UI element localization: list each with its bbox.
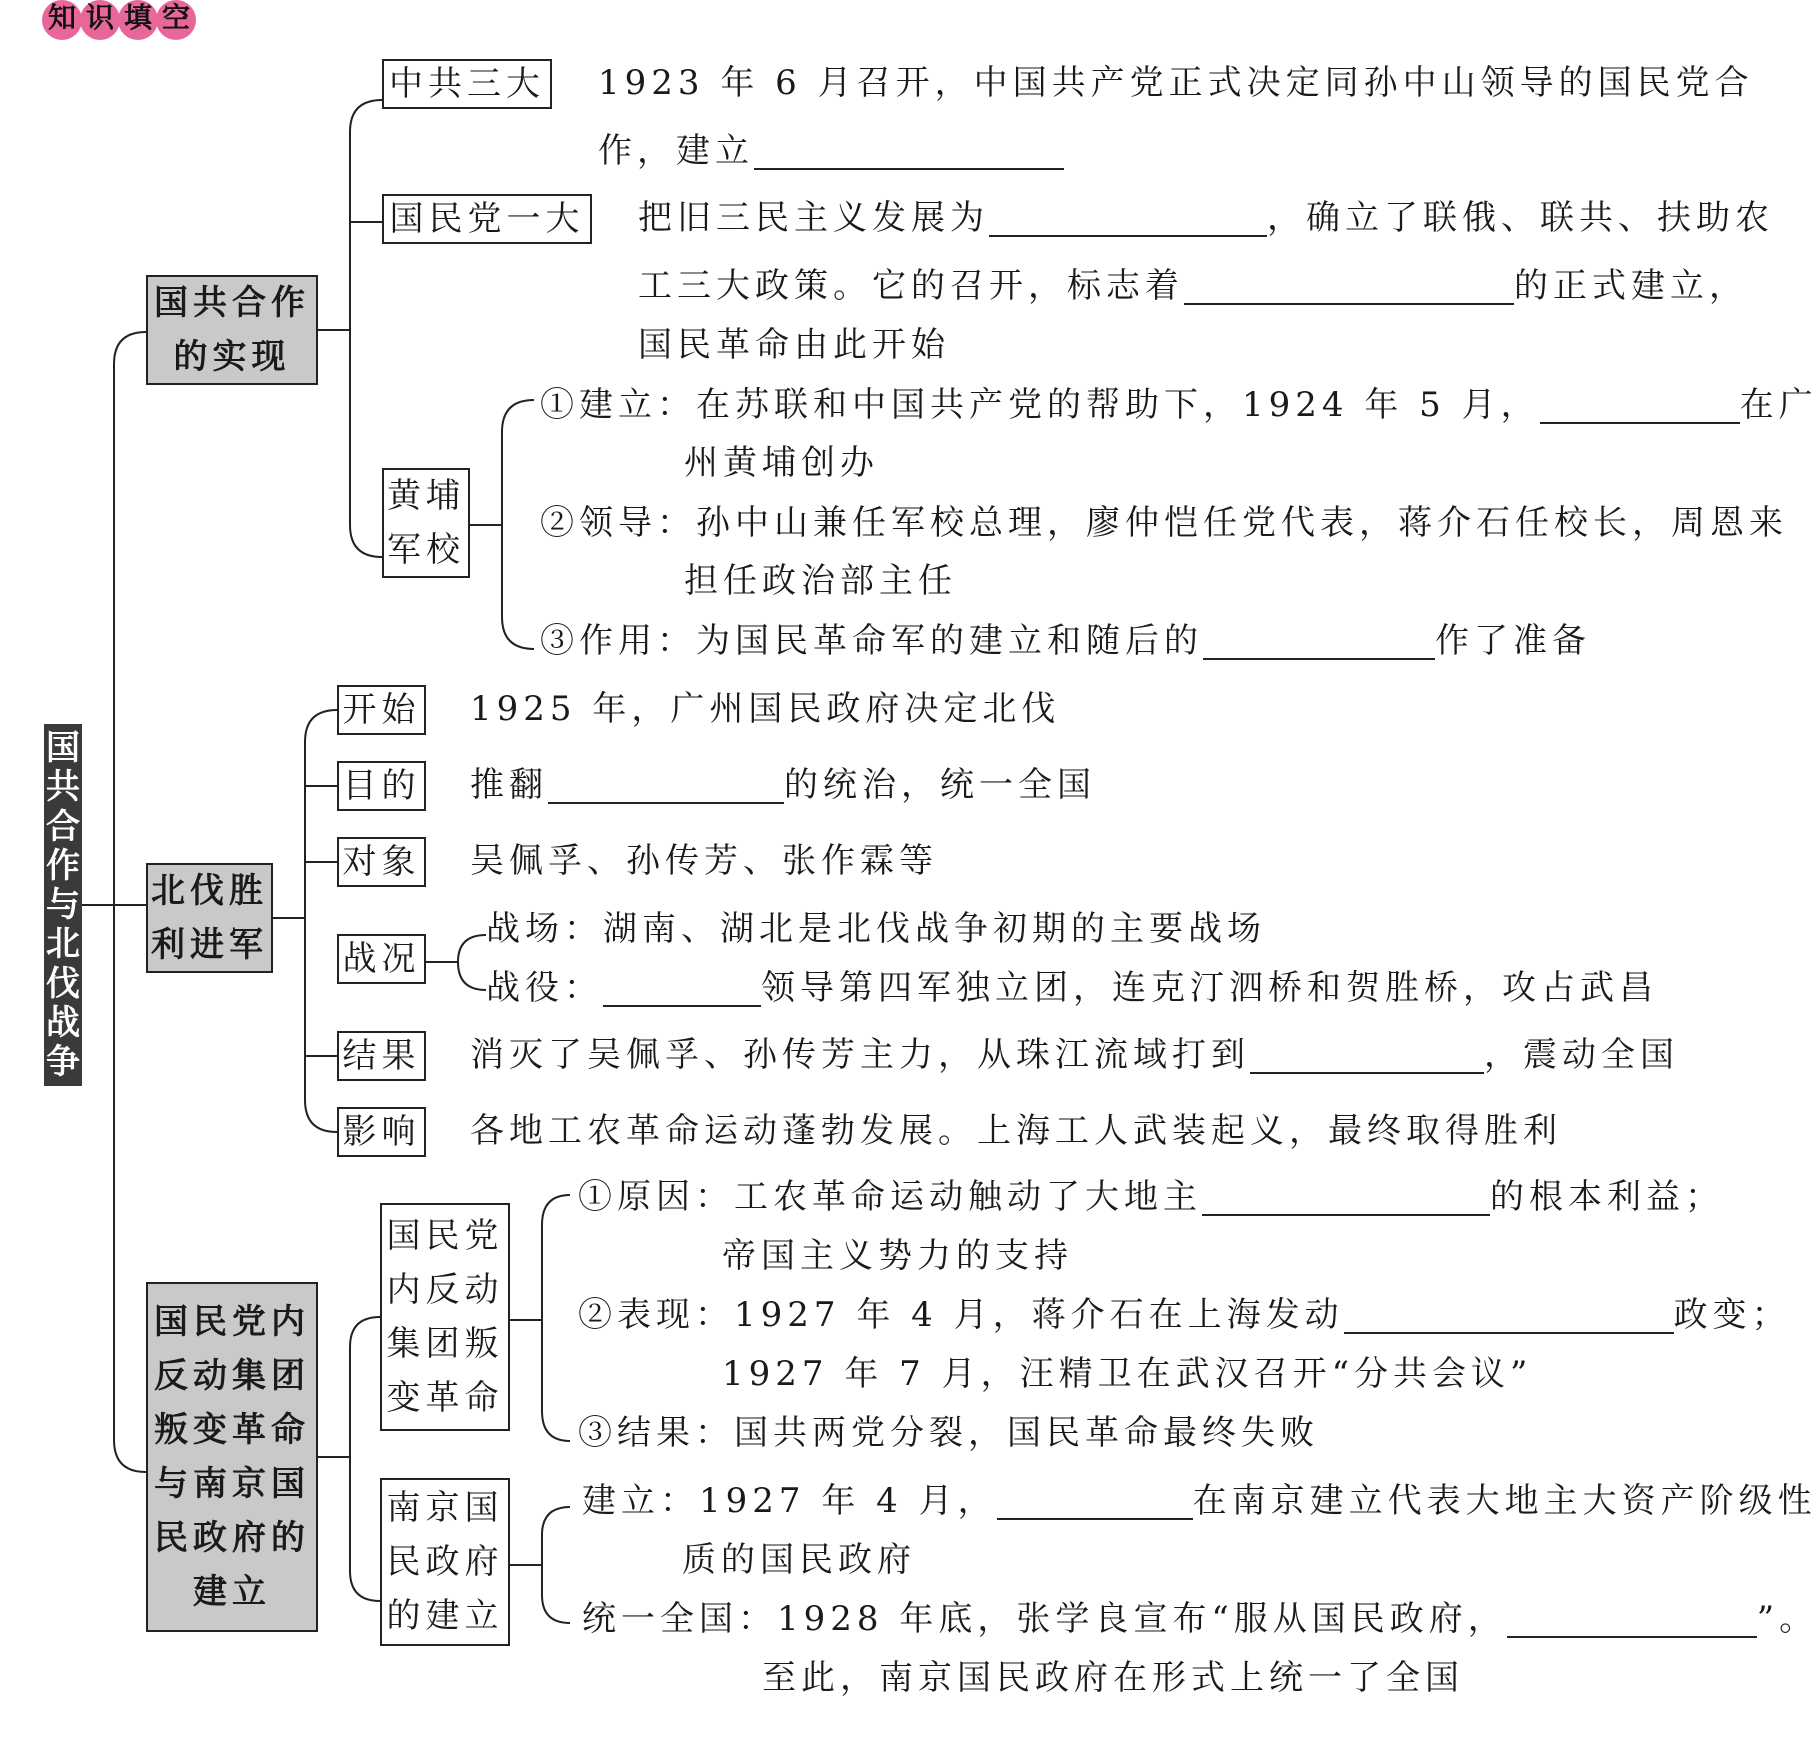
answer-blank[interactable]	[754, 134, 1064, 170]
whampoa-founding-1: ①建立：在苏联和中国共产党的帮助下，1924 年 5 月， 在广	[540, 385, 1818, 425]
branch-title-line: 反动集团	[154, 1356, 310, 1396]
targets-text: 吴佩孚、孙传芳、张作霖等	[470, 841, 938, 881]
label-whampoa-academy	[382, 468, 470, 578]
label-impact: 影响	[337, 1107, 426, 1157]
answer-blank[interactable]	[997, 1484, 1193, 1520]
nanjing-founding-2: 质的国民政府	[682, 1540, 916, 1580]
answer-blank[interactable]	[1202, 1180, 1490, 1216]
label-line: 军校	[387, 530, 465, 570]
badge-char: 知	[42, 0, 82, 40]
label-targets: 对象	[337, 837, 426, 887]
whampoa-leadership-2: 担任政治部主任	[684, 561, 957, 601]
branch-title-line: 民政府的	[154, 1518, 310, 1558]
label-battle-situation: 战况	[337, 934, 426, 984]
root-char: 作	[46, 845, 80, 886]
root-char: 国	[46, 728, 80, 768]
label-line: 南京国	[386, 1488, 504, 1528]
root-char: 战	[46, 1002, 80, 1043]
campaign-text: 战役： 领导第四军独立团，连克汀泗桥和贺胜桥，攻占武昌	[486, 968, 1658, 1008]
badge-char: 空	[156, 0, 196, 40]
kmt-congress-text-3: 国民革命由此开始	[638, 325, 950, 365]
badge-char: 识	[80, 0, 120, 40]
branch-title-line: 北伐胜	[151, 871, 268, 911]
impact-text: 各地工农革命运动蓬勃发展。上海工人武装起义，最终取得胜利	[470, 1111, 1562, 1151]
answer-blank[interactable]	[1250, 1038, 1484, 1074]
answer-blank[interactable]	[989, 201, 1267, 237]
kmt-congress-text-2: 工三大政策。它的召开，标志着 的正式建立，	[638, 266, 1748, 306]
nanjing-unification-2: 至此，南京国民政府在形式上统一了全国	[762, 1658, 1464, 1698]
result-text: 消灭了吴佩孚、孙传芳主力，从珠江流域打到 ，震动全国	[470, 1035, 1679, 1075]
answer-blank[interactable]	[1184, 269, 1514, 305]
label-line: 黄埔	[387, 476, 465, 516]
label-purpose: 目的	[337, 761, 426, 811]
betrayal-event-1: ②表现：1927 年 4 月，蒋介石在上海发动 政变；	[578, 1295, 1791, 1335]
branch-title-line: 建立	[193, 1572, 271, 1612]
root-char: 北	[46, 924, 80, 965]
label-line: 国民党	[386, 1216, 504, 1256]
whampoa-founding-2: 州黄埔创办	[684, 443, 879, 483]
start-text: 1925 年，广州国民政府决定北伐	[470, 689, 1061, 729]
branch-title-line: 国共合作	[154, 283, 310, 323]
label-third-congress: 中共三大	[382, 59, 552, 109]
label-line: 民政府	[386, 1542, 504, 1582]
betrayal-cause-1: ①原因：工农革命运动触动了大地主 的根本利益；	[578, 1177, 1724, 1217]
answer-blank[interactable]	[1540, 388, 1740, 424]
label-kmt-first-congress: 国民党一大	[382, 194, 592, 244]
purpose-text: 推翻 的统治，统一全国	[470, 765, 1096, 805]
root-char: 伐	[46, 963, 80, 1004]
label-line: 的建立	[386, 1596, 504, 1636]
whampoa-role: ③作用：为国民革命军的建立和随后的 作了准备	[540, 621, 1591, 661]
betrayal-event-2: 1927 年 7 月，汪精卫在武汉召开“分共会议”	[722, 1354, 1533, 1394]
branch-kmt-betrayal-nanjing	[146, 1282, 318, 1632]
branch-title-line: 与南京国	[154, 1464, 310, 1504]
badge-char: 填	[118, 0, 158, 40]
branch-kmt-cpc-cooperation	[146, 275, 318, 385]
branch-title-line: 叛变革命	[154, 1410, 310, 1450]
branch-title-line: 利进军	[151, 925, 268, 965]
branch-title-line: 国民党内	[154, 1302, 310, 1342]
root-char: 共	[46, 767, 80, 808]
betrayal-result: ③结果：国共两党分裂，国民革命最终失败	[578, 1413, 1319, 1453]
answer-blank[interactable]	[1203, 624, 1435, 660]
nanjing-founding-1: 建立：1927 年 4 月， 在南京建立代表大地主大资产阶级性	[582, 1481, 1817, 1521]
answer-blank[interactable]	[603, 971, 761, 1007]
kmt-congress-text-1: 把旧三民主义发展为 ，确立了联俄、联共、扶助农	[638, 198, 1774, 238]
third-congress-text-1: 1923 年 6 月召开，中国共产党正式决定同孙中山领导的国民党合	[598, 63, 1754, 103]
betrayal-cause-2: 帝国主义势力的支持	[722, 1236, 1073, 1276]
nanjing-unification-1: 统一全国：1928 年底，张学良宣布“服从国民政府， ”。	[582, 1599, 1818, 1639]
answer-blank[interactable]	[1344, 1298, 1674, 1334]
root-char: 争	[46, 1042, 80, 1082]
whampoa-leadership-1: ②领导：孙中山兼任军校总理，廖仲恺任党代表，蒋介石任校长，周恩来	[540, 503, 1788, 543]
label-kmt-betrayal	[380, 1203, 510, 1431]
branch-title-line: 的实现	[173, 337, 291, 377]
root-title	[44, 724, 82, 1086]
battlefield-text: 战场：湖南、湖北是北伐战争初期的主要战场	[486, 909, 1266, 949]
label-start: 开始	[337, 685, 426, 735]
third-congress-text-2: 作，建立	[598, 131, 1064, 171]
label-line: 集团叛	[386, 1324, 504, 1364]
root-char: 与	[46, 885, 80, 925]
label-line: 变革命	[386, 1378, 504, 1418]
answer-blank[interactable]	[1507, 1602, 1757, 1638]
answer-blank[interactable]	[548, 768, 784, 804]
root-char: 合	[46, 806, 80, 847]
label-result: 结果	[337, 1031, 426, 1081]
branch-northern-expedition	[146, 863, 273, 973]
label-nanjing-government	[380, 1478, 510, 1646]
label-line: 内反动	[386, 1270, 504, 1310]
